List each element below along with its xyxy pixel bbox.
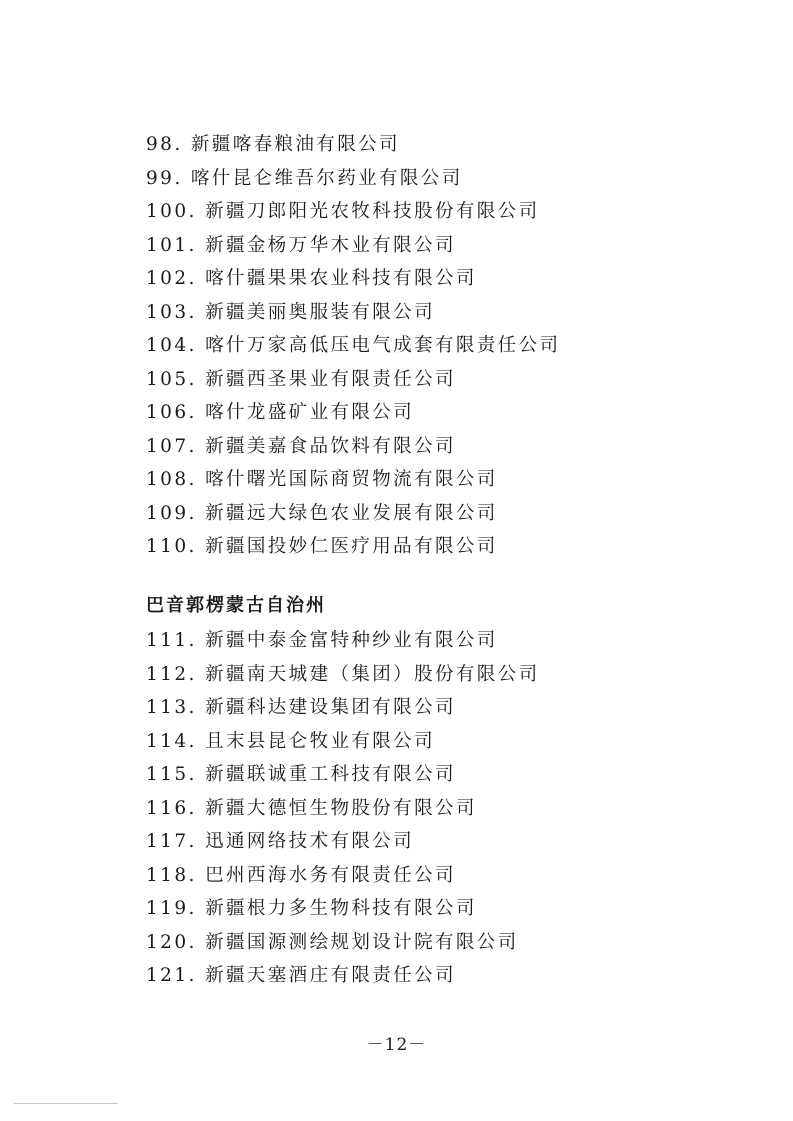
list-item: 104. 喀什万家高低压电气成套有限责任公司: [146, 335, 561, 356]
list-item: 116. 新疆大德恒生物股份有限公司: [146, 797, 477, 819]
list-item: 114. 且末县昆仑牧业有限公司: [146, 730, 435, 752]
page-number: －12－: [366, 1035, 427, 1055]
section-heading: 巴音郭楞蒙古自治州: [146, 595, 326, 616]
list-item: 100. 新疆刀郎阳光农牧科技股份有限公司: [146, 201, 540, 222]
list-item: 115. 新疆联诚重工科技有限公司: [146, 764, 456, 785]
company-list-section-kashgar: [146, 128, 560, 564]
list-item: 118. 巴州西海水务有限责任公司: [146, 864, 456, 886]
company-list-section-bayingolin: [146, 591, 539, 993]
list-item: 121. 新疆天塞酒庄有限责任公司: [146, 965, 456, 986]
scan-edge-line: [14, 1103, 118, 1104]
company-list: [146, 128, 560, 564]
list-item: 120. 新疆国源测绘规划设计院有限公司: [146, 931, 519, 953]
list-item: 103. 新疆美丽奥服装有限公司: [146, 301, 435, 323]
list-item: 99. 喀什昆仑维吾尔药业有限公司: [146, 167, 463, 189]
list-item: 110. 新疆国投妙仁医疗用品有限公司: [146, 536, 498, 557]
list-item: 113. 新疆科达建设集团有限公司: [146, 697, 456, 718]
list-item: 112. 新疆南天城建（集团）股份有限公司: [146, 663, 540, 685]
list-item: 111. 新疆中泰金富特种纱业有限公司: [146, 630, 498, 651]
list-item: 117. 迅通网络技术有限公司: [146, 831, 415, 852]
list-item: 107. 新疆美嘉食品饮料有限公司: [146, 435, 456, 457]
list-item: 108. 喀什曙光国际商贸物流有限公司: [146, 469, 498, 490]
company-list: [146, 624, 539, 993]
list-item: 105. 新疆西圣果业有限责任公司: [146, 368, 456, 390]
list-item: 98. 新疆喀春粮油有限公司: [146, 134, 400, 155]
list-item: 109. 新疆远大绿色农业发展有限公司: [146, 502, 498, 524]
list-item: 119. 新疆根力多生物科技有限公司: [146, 898, 477, 919]
list-item: 102. 喀什疆果果农业科技有限公司: [146, 268, 477, 289]
list-item: 106. 喀什龙盛矿业有限公司: [146, 402, 415, 423]
list-item: 101. 新疆金杨万华木业有限公司: [146, 234, 456, 256]
